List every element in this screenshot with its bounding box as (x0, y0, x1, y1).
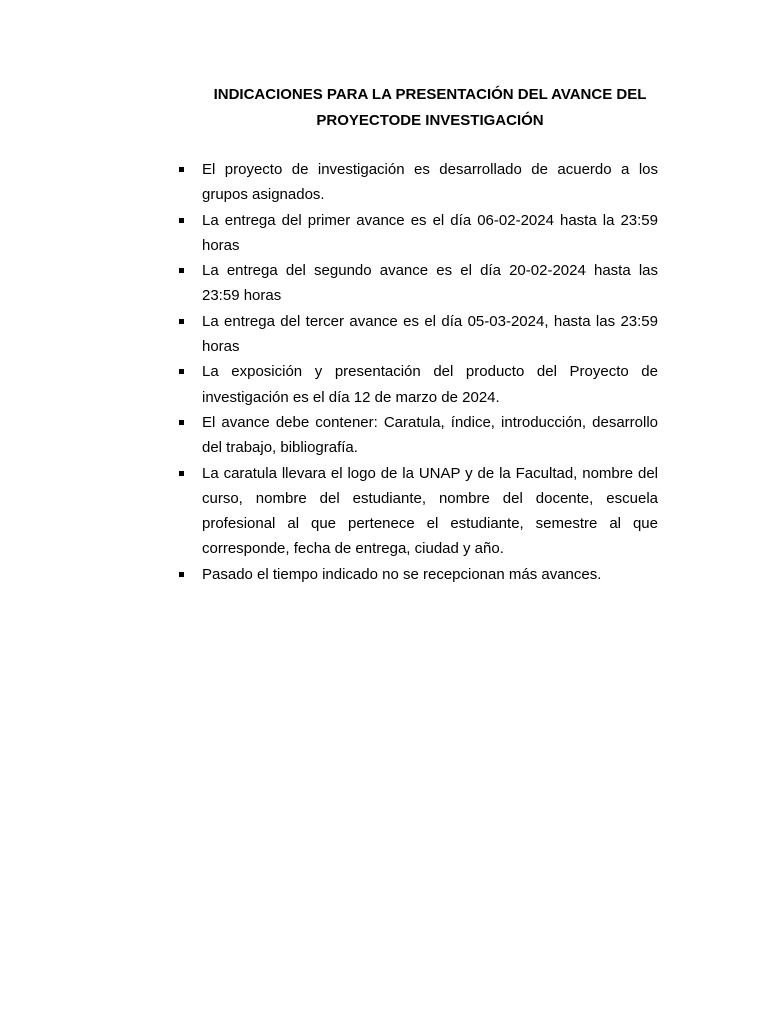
square-bullet-icon (178, 157, 188, 182)
list-item-text: La exposición y presentación del producto del Proyecto de investigación es el día 12 de marzo de 2024. (202, 363, 658, 406)
list-item (202, 461, 658, 562)
list-item-text: La entrega del segundo avance es el día 20-02-2024 hasta las 23:59 horas (202, 262, 658, 305)
list-item (202, 562, 658, 587)
square-bullet-icon (178, 208, 188, 233)
list-item (202, 359, 658, 410)
square-bullet-icon (178, 258, 188, 283)
square-bullet-icon (178, 359, 188, 384)
title-line-2: PROYECTODE INVESTIGACIÓN (316, 111, 544, 129)
document-title (150, 82, 710, 133)
list-item-text: El avance debe contener: Caratula, índice, introducción, desarrollo del trabajo, bibliografía. (202, 413, 658, 457)
list-item (202, 258, 658, 309)
title-line-1: INDICACIONES PARA LA PRESENTACIÓN DEL AVANCE DEL (213, 86, 647, 103)
list-item-text: La entrega del primer avance es el día 06-02-2024 hasta la 23:59 horas (202, 211, 658, 254)
square-bullet-icon (178, 410, 188, 435)
list-item-text: La caratula llevara el logo de la UNAP y de la Facultad, nombre del curso, nombre del estudiante, nombre del docente, escuela profesional al que pertenece el estudiante, semestre al que corresponde, fecha de entrega, ciudad y año. (202, 464, 658, 558)
list-item (202, 309, 658, 360)
list-item (202, 157, 658, 208)
square-bullet-icon (178, 562, 188, 587)
square-bullet-icon (178, 461, 188, 486)
list-item-text: La entrega del tercer avance es el día 05-03-2024, hasta las 23:59 horas (202, 312, 658, 356)
list-item (202, 208, 658, 259)
list-item-text: El proyecto de investigación es desarrollado de acuerdo a los grupos asignados. (202, 161, 658, 204)
list-item (202, 410, 658, 461)
list-item-text: Pasado el tiempo indicado no se recepcionan más avances. (202, 565, 602, 583)
square-bullet-icon (178, 309, 188, 334)
instructions-list (202, 157, 658, 587)
